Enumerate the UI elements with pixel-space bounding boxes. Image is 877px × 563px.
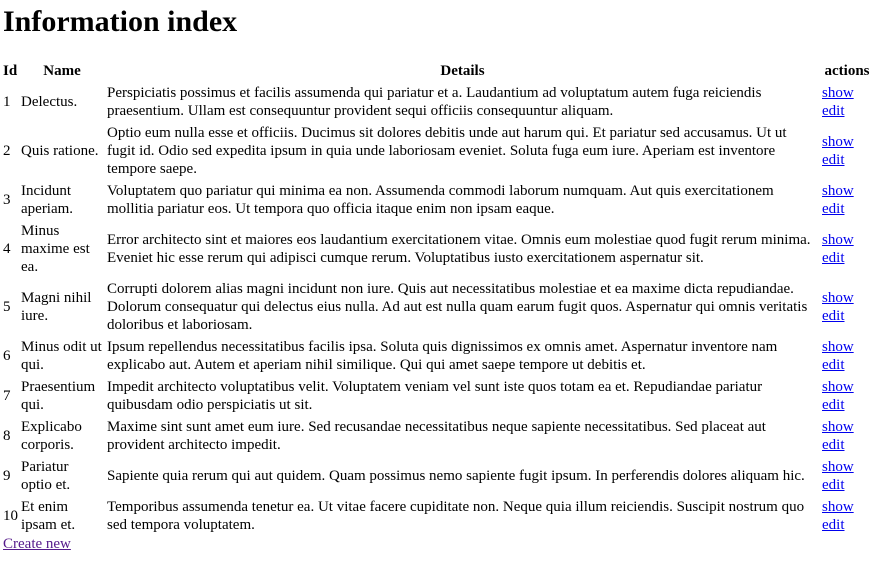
edit-link[interactable]: edit [822, 103, 845, 119]
table-row [2, 181, 873, 219]
row-id: 10 [3, 508, 18, 524]
column-header-id: Id [3, 63, 18, 79]
show-link[interactable]: show [822, 232, 854, 248]
row-name: Magni nihil iure. [21, 290, 92, 324]
create-row [3, 535, 877, 553]
row-name: Quis ratione. [21, 143, 99, 159]
column-header-name: Name [43, 63, 81, 79]
table-row [2, 377, 873, 415]
show-link[interactable]: show [822, 183, 854, 199]
row-name: Et enim ipsam et. [21, 499, 76, 533]
row-details: Ipsum repellendus necessitatibus facilis ipsa. Soluta quis dignissimos ex omnis amet. Aspernatur inventore nam explicabo aut. Autem et aperiam nihil similique. Qui qui amet saepe tempore ut debitis et. [107, 339, 778, 373]
table-row [2, 337, 873, 375]
show-link[interactable]: show [822, 379, 854, 395]
row-name: Minus odit ut qui. [21, 339, 102, 373]
row-name: Pariatur optio et. [21, 459, 71, 493]
row-id: 1 [3, 94, 11, 110]
table-row [2, 123, 873, 179]
table-header-row [2, 61, 873, 81]
row-id: 6 [3, 348, 11, 364]
row-details: Sapiente quia rerum qui aut quidem. Quam possimus nemo sapiente fugit ipsum. In perferendis dolores aliquam hic. [107, 468, 805, 484]
table-row [2, 83, 873, 121]
row-details: Maxime sint sunt amet eum iure. Sed recusandae necessitatibus neque sapiente necessitatibus. Sed placeat aut provident architecto impedit. [107, 419, 766, 453]
edit-link[interactable]: edit [822, 308, 845, 324]
row-actions [821, 221, 873, 277]
show-link[interactable]: show [822, 85, 854, 101]
row-actions [821, 181, 873, 219]
row-actions [821, 497, 873, 535]
page-title: Information index [3, 5, 238, 38]
row-actions [821, 377, 873, 415]
show-link[interactable]: show [822, 290, 854, 306]
edit-link[interactable]: edit [822, 477, 845, 493]
row-actions [821, 123, 873, 179]
row-name: Explicabo corporis. [21, 419, 82, 453]
table-row [2, 417, 873, 455]
row-name: Incidunt aperiam. [21, 183, 74, 217]
row-details: Impedit architecto voluptatibus velit. Voluptatem veniam vel sunt iste quos totam ea et. Repudiandae pariatur quibusdam odio perspiciatis ut sit. [107, 379, 763, 413]
edit-link[interactable]: edit [822, 397, 845, 413]
show-link[interactable]: show [822, 339, 854, 355]
row-id: 5 [3, 299, 11, 315]
row-id: 4 [3, 241, 11, 257]
row-id: 9 [3, 468, 11, 484]
row-name: Praesentium qui. [21, 379, 96, 413]
row-details: Voluptatem quo pariatur qui minima ea non. Assumenda commodi laborum numquam. Aut quis exercitationem mollitia pariatur eos. Ut tempora quo officia itaque enim non ipsam eaque. [107, 183, 774, 217]
column-header-details: Details [440, 63, 485, 79]
row-details: Optio eum nulla esse et officiis. Ducimus sit dolores debitis unde aut harum qui. Et pariatur sed accusamus. Ut ut fugit id. Odio sed expedita ipsum in quia unde laboriosam eveniet. Soluta fuga eum iure. Aperiam est inventore tempore saepe. [107, 125, 787, 177]
row-actions [821, 83, 873, 121]
information-table [0, 59, 875, 537]
show-link[interactable]: show [822, 459, 854, 475]
row-actions [821, 457, 873, 495]
edit-link[interactable]: edit [822, 152, 845, 168]
row-name: Delectus. [21, 94, 78, 110]
row-actions [821, 417, 873, 455]
show-link[interactable]: show [822, 499, 854, 515]
table-row [2, 457, 873, 495]
row-details: Error architecto sint et maiores eos laudantium exercitationem vitae. Omnis eum molestiae quod fugit rerum minima. Eveniet hic esse rerum qui adipisci cumque rerum. Voluptatibus iusto exercitationem aspernatur sit. [107, 232, 811, 266]
table-row [2, 221, 873, 277]
create-new-link[interactable]: Create new [3, 536, 71, 552]
row-id: 3 [3, 192, 11, 208]
edit-link[interactable]: edit [822, 250, 845, 266]
row-id: 2 [3, 143, 11, 159]
row-actions [821, 279, 873, 335]
row-details: Temporibus assumenda tenetur ea. Ut vitae facere cupiditate non. Neque quia illum reiciendis. Suscipit nostrum quo sed tempora voluptatem. [107, 499, 805, 533]
row-id: 7 [3, 388, 11, 404]
row-actions [821, 337, 873, 375]
edit-link[interactable]: edit [822, 437, 845, 453]
row-details: Perspiciatis possimus et facilis assumenda qui pariatur et a. Laudantium ad voluptatum autem fuga reiciendis praesentium. Ullam est consequuntur provident sequi officiis consequuntur aliquam. [107, 85, 762, 119]
column-header-actions: actions [824, 63, 870, 79]
row-name: Minus maxime est ea. [21, 223, 90, 275]
row-details: Corrupti dolorem alias magni incidunt non iure. Quis aut necessitatibus molestiae et ea maxime dicta repudiandae. Dolorum consequatur qui delectus eius nulla. Ad aut est nulla quam earum fugit quos. Aspernatur qui omnis veritatis doloribus et laboriosam. [107, 281, 808, 333]
edit-link[interactable]: edit [822, 357, 845, 373]
table-row [2, 279, 873, 335]
table-row [2, 497, 873, 535]
edit-link[interactable]: edit [822, 517, 845, 533]
show-link[interactable]: show [822, 134, 854, 150]
show-link[interactable]: show [822, 419, 854, 435]
row-id: 8 [3, 428, 11, 444]
table-body [2, 83, 873, 535]
edit-link[interactable]: edit [822, 201, 845, 217]
